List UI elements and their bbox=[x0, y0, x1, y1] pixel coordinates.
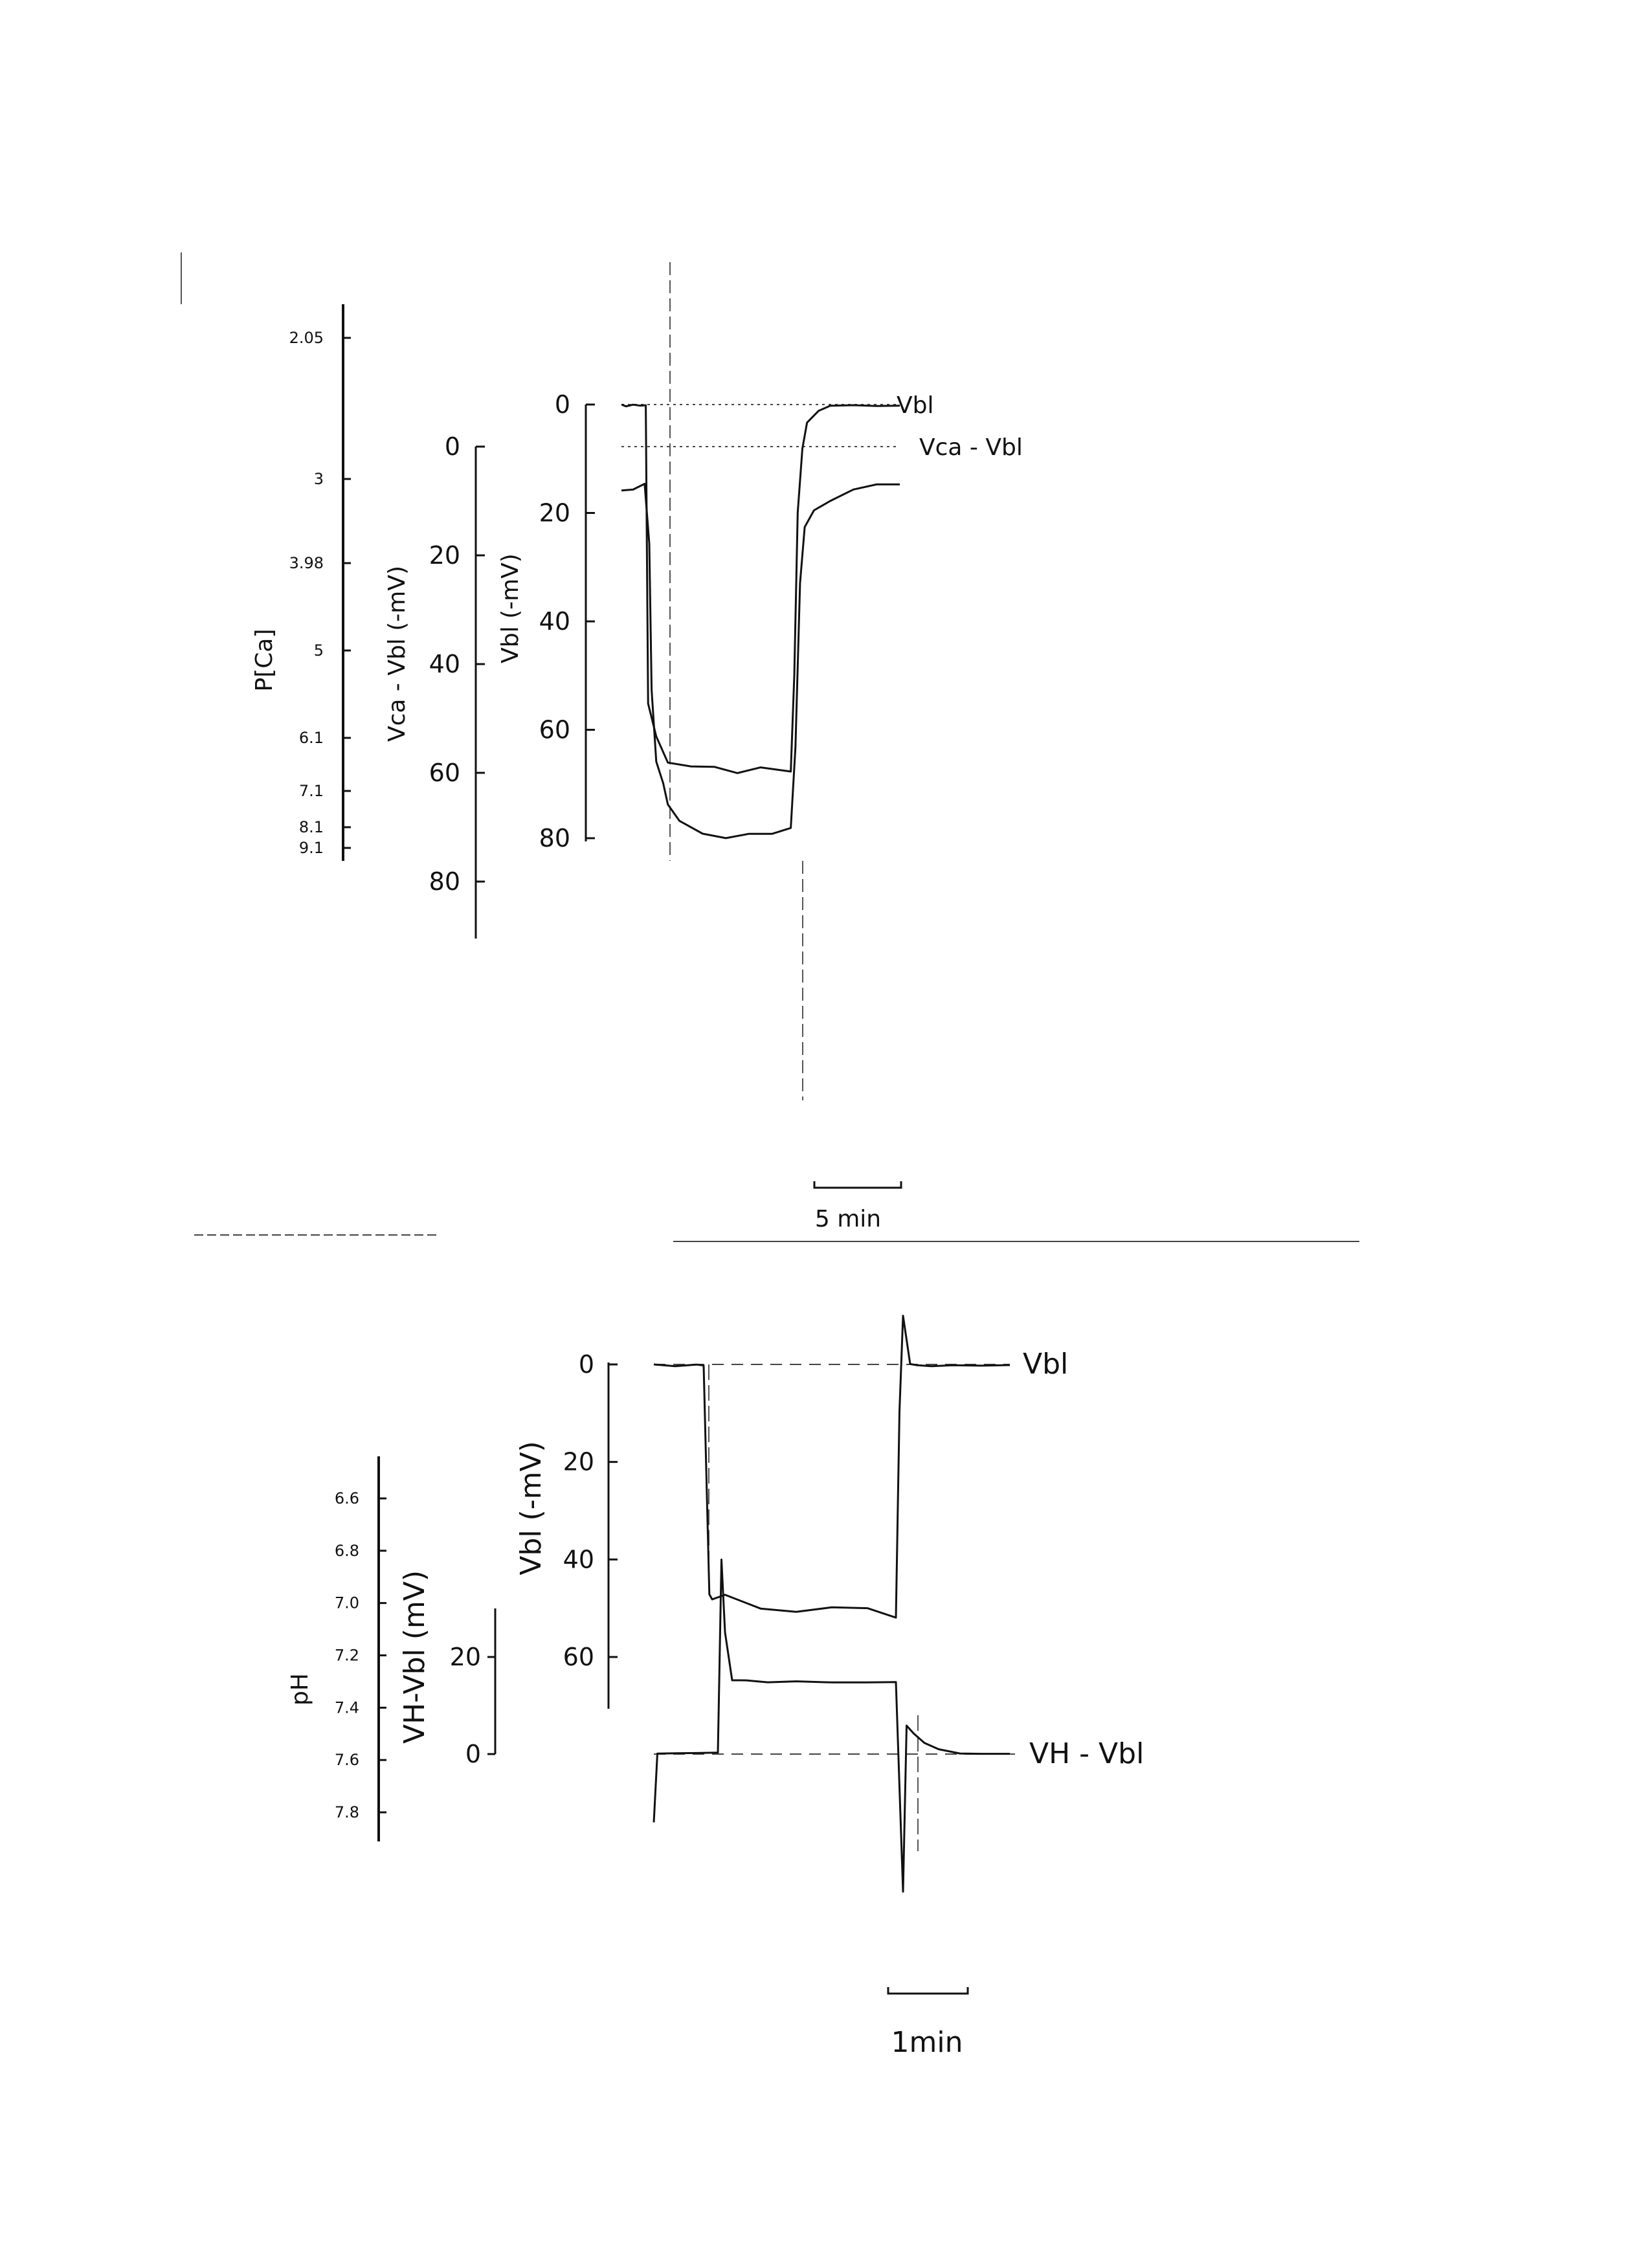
trace-vbl-top bbox=[621, 405, 900, 773]
vh-minus-vbl-axis-label: VH-Vbl (mV) bbox=[398, 1570, 431, 1744]
series-label-vbl-top: Vbl bbox=[897, 392, 934, 419]
scale-bar-bottom-label: 1min bbox=[891, 2026, 963, 2059]
axis-tick-label: 6.8 bbox=[334, 1541, 359, 1560]
axis-tick-label: 40 bbox=[563, 1545, 594, 1574]
axis-tick-label: 7.0 bbox=[334, 1594, 359, 1612]
pca-tick-group bbox=[289, 329, 351, 857]
trace-vbl-bottom bbox=[654, 1316, 1010, 1618]
axis-tick-label: 0 bbox=[444, 432, 460, 461]
axis-tick-label: 7.6 bbox=[334, 1751, 359, 1770]
axis-tick-label: 7.4 bbox=[334, 1698, 359, 1717]
axis-tick-label: 7.8 bbox=[334, 1803, 359, 1821]
axis-tick-label: 0 bbox=[578, 1350, 594, 1379]
pca-axis bbox=[251, 304, 351, 861]
pca-axis-label: P[Ca] bbox=[251, 628, 278, 692]
scale-bar-top bbox=[814, 1181, 901, 1232]
axis-tick-label: 7.1 bbox=[298, 782, 324, 800]
axis-tick-label: 60 bbox=[429, 759, 460, 787]
vh-minus-vbl-axis bbox=[398, 1570, 495, 1768]
vbl-axis-bottom bbox=[515, 1350, 618, 1709]
axis-tick-label: 7.2 bbox=[334, 1646, 359, 1665]
ph-axis bbox=[287, 1456, 386, 1841]
axis-tick-label: 5 bbox=[313, 641, 324, 660]
trace-vh-minus-vbl bbox=[654, 1560, 1010, 1892]
top-panel bbox=[251, 262, 1023, 1232]
axis-tick-label: 2.05 bbox=[289, 329, 324, 347]
series-label-vh-minus-vbl: VH - Vbl bbox=[1029, 1737, 1144, 1770]
axis-tick-label: 3 bbox=[313, 470, 324, 488]
axis-tick-label: 20 bbox=[563, 1447, 594, 1476]
axis-tick-label: 40 bbox=[539, 607, 570, 636]
scale-bar-bottom-line bbox=[888, 1987, 968, 1994]
axis-tick-label: 80 bbox=[539, 824, 570, 852]
vbl-axis-top bbox=[497, 390, 595, 852]
ph-axis-label: pH bbox=[287, 1673, 313, 1706]
vbl-axis-top-label: Vbl (-mV) bbox=[497, 553, 524, 663]
axis-tick-label: 60 bbox=[563, 1643, 594, 1671]
axis-tick-label: 6.1 bbox=[298, 729, 324, 747]
scale-bar-top-label: 5 min bbox=[814, 1206, 882, 1232]
axis-tick-label: 0 bbox=[554, 390, 570, 419]
axis-tick-label: 40 bbox=[429, 650, 460, 678]
vca-minus-vbl-axis-label: Vca - Vbl (-mV) bbox=[384, 565, 410, 742]
axis-tick-label: 8.1 bbox=[298, 818, 324, 836]
axis-tick-label: 20 bbox=[429, 541, 460, 570]
scale-bar-top-line bbox=[814, 1181, 901, 1188]
axis-tick-label: 20 bbox=[449, 1643, 481, 1671]
axis-tick-label: 80 bbox=[429, 867, 460, 896]
scale-bar-bottom bbox=[888, 1987, 968, 2059]
axis-tick-label: 60 bbox=[539, 715, 570, 744]
series-label-vca-minus-vbl: Vca - Vbl bbox=[919, 434, 1023, 461]
axis-tick-label: 9.1 bbox=[298, 839, 324, 857]
trace-vca-minus-vbl bbox=[621, 484, 900, 838]
axis-tick-label: 20 bbox=[539, 498, 570, 528]
series-label-vbl-bottom: Vbl bbox=[1023, 1348, 1069, 1381]
vh-minus-vbl-tick-group bbox=[450, 1643, 495, 1768]
axis-tick-label: 3.98 bbox=[289, 554, 324, 572]
axis-tick-label: 6.6 bbox=[334, 1489, 359, 1507]
vca-minus-vbl-axis bbox=[384, 432, 485, 939]
bottom-panel bbox=[287, 1316, 1144, 2059]
vbl-axis-bottom-label: Vbl (-mV) bbox=[515, 1441, 548, 1575]
axis-tick-label: 0 bbox=[465, 1740, 481, 1768]
